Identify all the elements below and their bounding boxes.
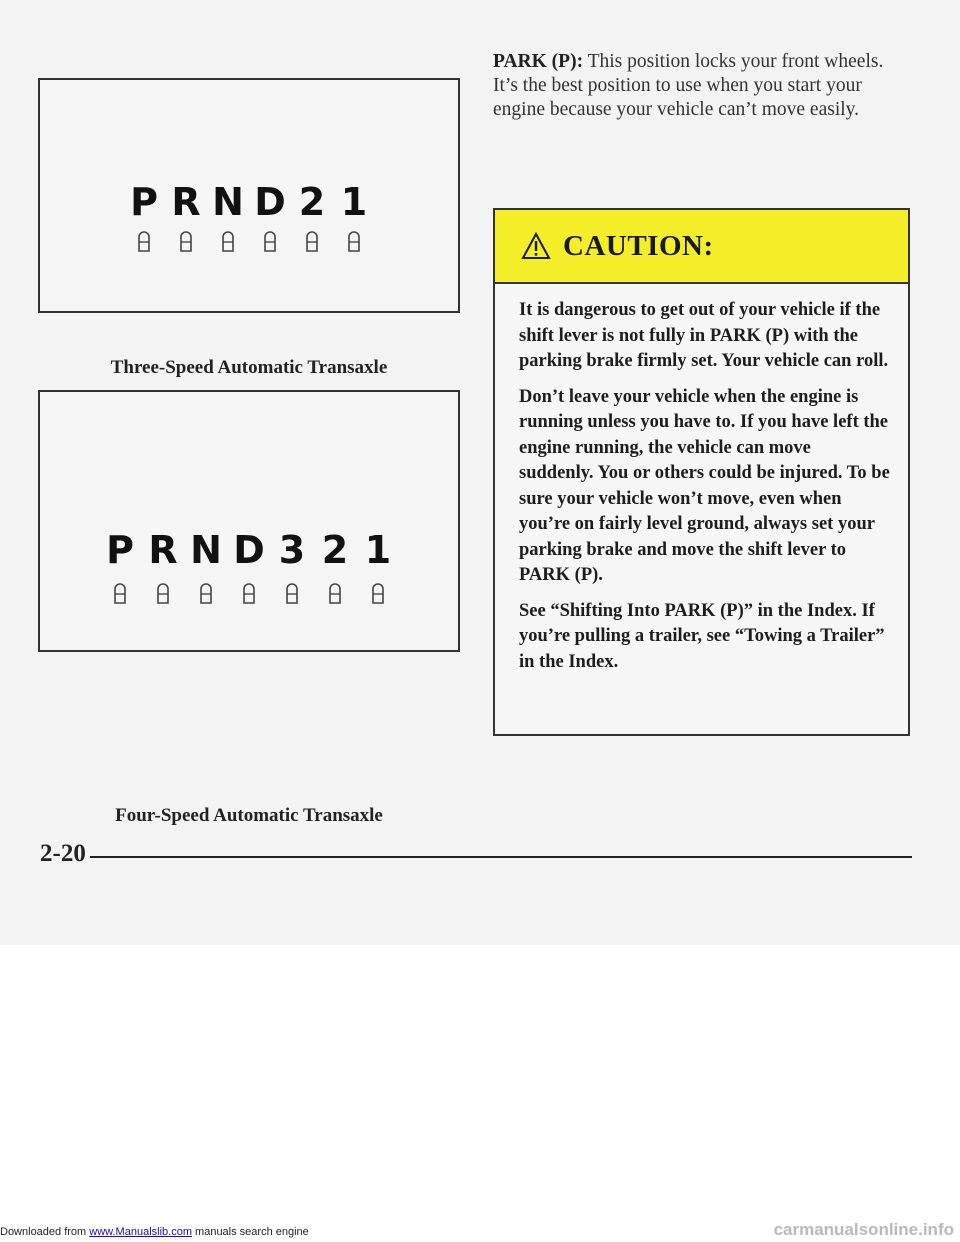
caution-title: CAUTION: xyxy=(563,229,714,262)
caution-paragraph: See “Shifting Into PARK (P)” in the Index. If you’re pulling a trailer, see “Towing a Trailer” in the Index. xyxy=(519,600,885,672)
caution-header xyxy=(495,210,908,284)
download-note-suffix: manuals search engine xyxy=(191,1226,309,1238)
indicator-lamp-icon xyxy=(99,582,142,604)
manualslib-link[interactable]: www.Manualslib.com xyxy=(89,1226,192,1238)
download-note-prefix: Downloaded from xyxy=(0,1226,90,1238)
indicator-lamp-icon xyxy=(207,230,249,252)
three-speed-caption: Three-Speed Automatic Transaxle xyxy=(110,357,388,378)
caution-paragraph: Don’t leave your vehicle when the engine is running unless you have to. If you have left the engine running, the vehicle can move suddenly. You or others could be injured. To be sure your vehicle won’t move, even when you’re on fairly level ground, always set your parking brake and move the shift lever to PARK (P). xyxy=(519,386,890,585)
four-speed-indicator-panel xyxy=(38,390,460,652)
park-lead: PARK (P): xyxy=(493,51,584,72)
gear-letter: 2 xyxy=(298,180,326,224)
indicator-lamp-icon xyxy=(291,230,333,252)
four-speed-caption: Four-Speed Automatic Transaxle xyxy=(115,805,383,826)
footer-rule xyxy=(90,856,912,858)
gear-letter: R xyxy=(171,180,201,224)
gear-letter: 1 xyxy=(340,180,368,224)
three-speed-indicator-panel xyxy=(38,78,460,313)
gear-letter: P xyxy=(130,180,158,224)
indicator-lamp-icon xyxy=(271,582,314,604)
gear-letter: 1 xyxy=(364,528,392,572)
gear-letters-row xyxy=(40,180,458,224)
indicator-lamp-icon xyxy=(357,582,400,604)
gear-letter: D xyxy=(254,180,286,224)
gear-letters-row xyxy=(40,528,458,572)
download-note xyxy=(0,1226,309,1238)
indicator-lamps-row xyxy=(40,230,458,252)
indicator-lamp-icon xyxy=(249,230,291,252)
warning-triangle-icon xyxy=(521,232,551,260)
indicator-lamps-row xyxy=(40,582,458,604)
page-number: 2-20 xyxy=(40,840,86,867)
park-text: This position locks your front wheels. It’s the best position to use when you start your engine because your vehicle can’t move easily. xyxy=(493,51,884,120)
indicator-lamp-icon xyxy=(123,230,165,252)
gear-letter: N xyxy=(212,180,244,224)
caution-box xyxy=(493,208,910,736)
caution-body xyxy=(495,284,908,675)
gear-letter: D xyxy=(233,528,265,572)
watermark: carmanualsonline.info xyxy=(773,1220,954,1239)
gear-letter: N xyxy=(190,528,222,572)
indicator-lamp-icon xyxy=(314,582,357,604)
indicator-lamp-icon xyxy=(185,582,228,604)
gear-letter: 2 xyxy=(321,528,349,572)
caution-paragraph: It is dangerous to get out of your vehicle if the shift lever is not fully in PARK (P) with the parking brake firmly set. Your vehicle can roll. xyxy=(519,300,889,371)
indicator-lamp-icon xyxy=(165,230,207,252)
gear-letter: P xyxy=(106,528,134,572)
indicator-lamp-icon xyxy=(142,582,185,604)
park-description xyxy=(493,50,913,122)
gear-letter: R xyxy=(148,528,178,572)
gear-letter: 3 xyxy=(278,528,306,572)
indicator-lamp-icon xyxy=(228,582,271,604)
indicator-lamp-icon xyxy=(333,230,375,252)
